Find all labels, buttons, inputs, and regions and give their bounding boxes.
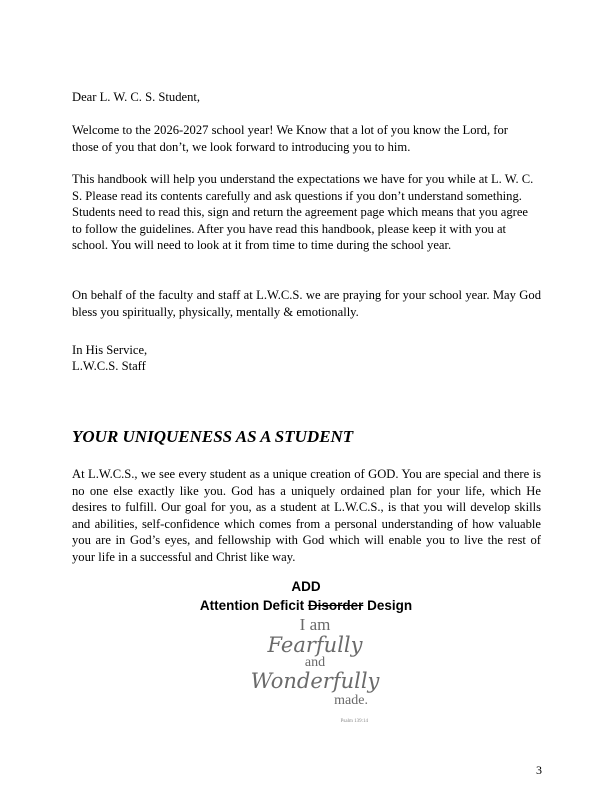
handbook-paragraph: This handbook will help you understand the expectations we have for you while at L. W. C. S. Please read its contents carefully and ask questions if you don’t understand something. Students need to read this, sign and return the agreement page which means that you agree to follow the guidelines. After you have read this handbook, please keep it with you at school. You will need to look at it from time to time during the school year.: [72, 172, 534, 253]
fearfully-wonderfully-made-artwork: [250, 616, 380, 724]
add-title: ADD: [291, 579, 321, 594]
welcome-paragraph: Welcome to the 2026-2027 school year! We Know that a lot of you know the Lord, for those of you that don’t, we look forward to introducing you to him.: [72, 123, 508, 154]
signature: L.W.C.S. Staff: [72, 359, 146, 373]
add-struck-word: Disorder: [307, 598, 364, 613]
art-line: made.: [334, 693, 368, 708]
add-suffix: Design: [367, 598, 413, 613]
add-subtitle: [0, 598, 612, 613]
art-line: I am: [299, 615, 331, 634]
prayer-paragraph: On behalf of the faculty and staff at L.W.C.S. we are praying for your school year. May God bless you spiritually, physically, mentally & emotionally.: [72, 288, 541, 319]
salutation: Dear L. W. C. S. Student,: [72, 90, 201, 104]
add-prefix: Attention Deficit: [199, 598, 305, 613]
art-reference: Psalm 139:14: [340, 719, 368, 724]
art-line: Fearfully: [267, 633, 363, 657]
page-number: 3: [536, 763, 542, 777]
closing: In His Service,: [72, 343, 148, 357]
art-line: Wonderfully: [250, 669, 380, 693]
section-heading: YOUR UNIQUENESS AS A STUDENT: [72, 427, 354, 446]
uniqueness-paragraph: At L.W.C.S., we see every student as a unique creation of GOD. You are special and there is no one else exactly like you. God has a uniquely ordained plan for your life, which He desires to fulfill. Our goal for you, as a student at L.W.C.S., is that you will develop skills and abilities, self-confidence which comes from a personal understanding of how valuable you are in God’s eyes, and fellowship with God which will enable you to live the rest of your life in a successful and Christ like way.: [72, 467, 541, 564]
art-line: and: [304, 655, 326, 670]
